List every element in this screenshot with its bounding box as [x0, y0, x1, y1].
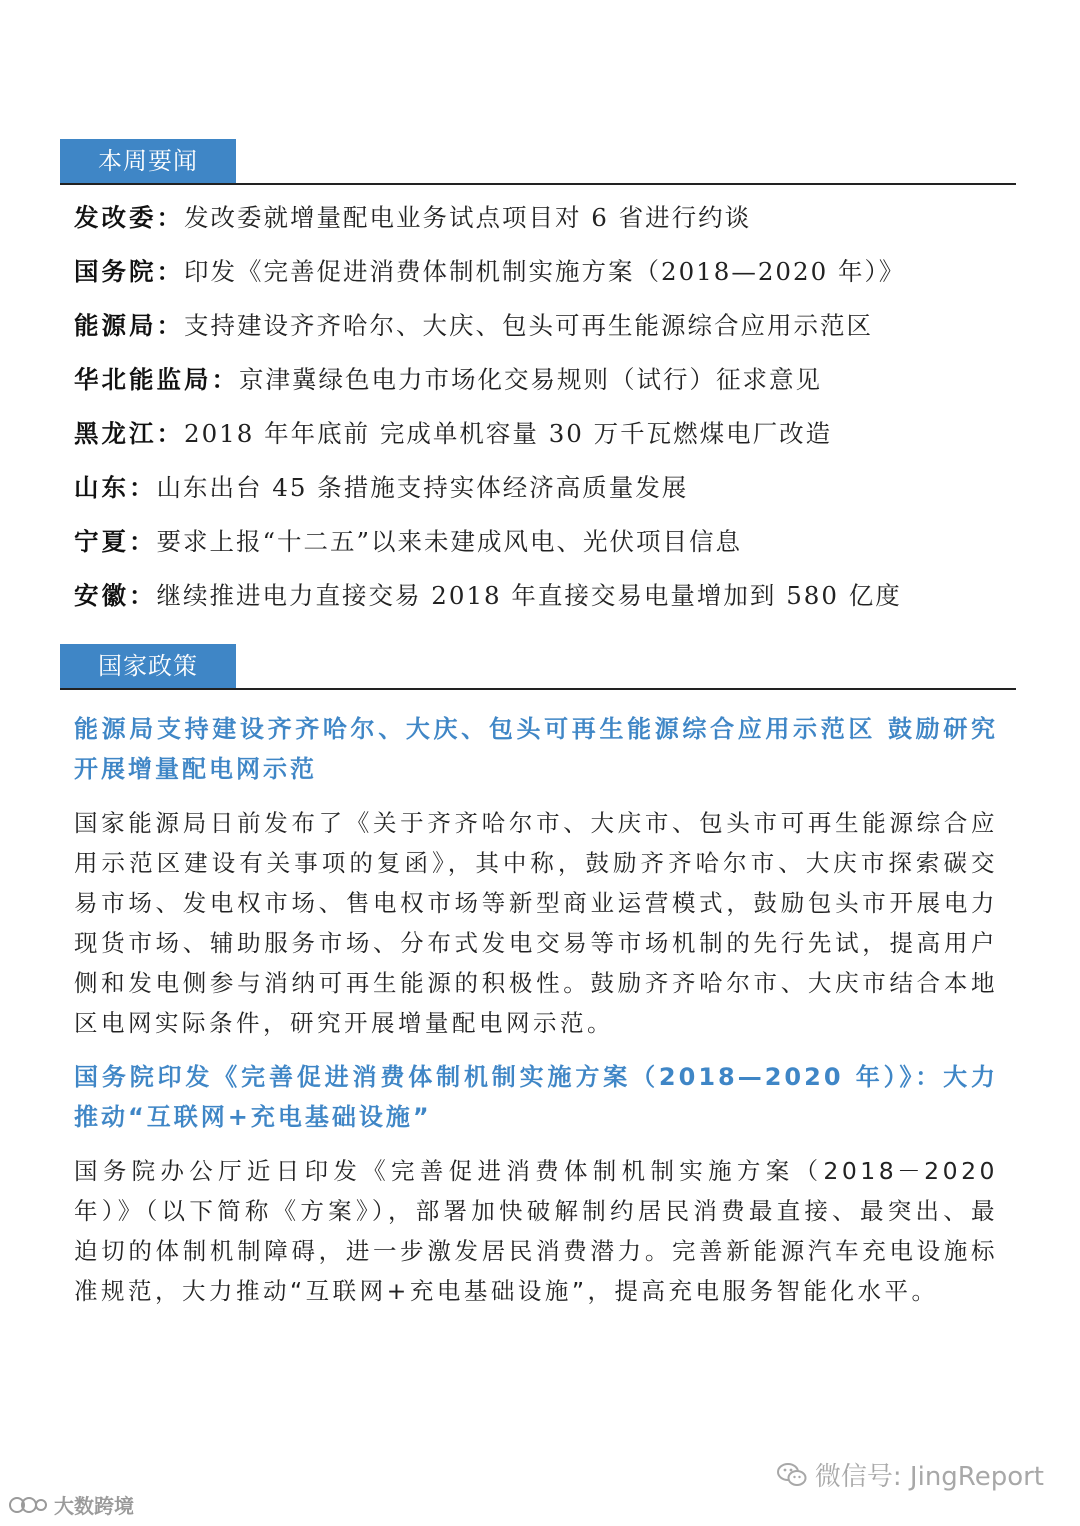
section-tab-weekly: 本周要闻: [60, 139, 236, 183]
section-header-weekly: [60, 139, 1016, 187]
news-item: [74, 355, 1014, 409]
section-tab-policy: 国家政策: [60, 644, 236, 688]
news-source: 黑龙江：: [74, 419, 184, 448]
news-text: 继续推进电力直接交易 2018 年直接交易电量增加到 580 亿度: [156, 581, 902, 610]
news-text: 印发《完善促进消费体制机制实施方案（2018—2020 年）》: [184, 257, 906, 286]
news-list: [74, 193, 1014, 625]
news-item: [74, 517, 1014, 571]
policy-title: 能源局支持建设齐齐哈尔、大庆、包头可再生能源综合应用示范区 鼓励研究开展增量配电网示范: [74, 715, 998, 783]
news-item: [74, 409, 1014, 463]
policy-body: 国家能源局日前发布了《关于齐齐哈尔市、大庆市、包头市可再生能源综合应用示范区建设有关事项的复函》，其中称，鼓励齐齐哈尔市、大庆市探索碳交易市场、发电权市场、售电权市场等新型商业运营模式，鼓励包头市开展电力现货市场、辅助服务市场、分布式发电交易等市场机制的先行先试，提高用户侧和发电侧参与消纳可再生能源的积极性。鼓励齐齐哈尔市、大庆市结合本地区电网实际条件，研究开展增量配电网示范。: [74, 809, 998, 1037]
news-source: 山东：: [74, 473, 157, 502]
wechat-watermark: [777, 1456, 1044, 1493]
corner-logo-text: 大数跨境: [54, 1494, 134, 1518]
policy-article: [74, 1057, 998, 1311]
news-source: 国务院：: [74, 257, 184, 286]
news-source: 华北能监局：: [74, 365, 239, 394]
wechat-icon: [777, 1462, 807, 1488]
policy-title: 国务院印发《完善促进消费体制机制实施方案（2018—2020 年）》：大力推动“互联网+充电基础设施”: [74, 1063, 998, 1131]
section-divider: [60, 183, 1016, 185]
news-source: 能源局：: [74, 311, 184, 340]
news-item: [74, 193, 1014, 247]
watermark-text: 微信号: JingReport: [814, 1462, 1044, 1492]
policy-article: [74, 709, 998, 1043]
news-source: 安徽：: [74, 581, 157, 610]
news-text: 发改委就增量配电业务试点项目对 6 省进行约谈: [184, 203, 752, 232]
news-text: 支持建设齐齐哈尔、大庆、包头可再生能源综合应用示范区: [184, 311, 873, 340]
corner-logo: [8, 1490, 134, 1519]
news-source: 发改委：: [74, 203, 184, 232]
news-item: [74, 301, 1014, 355]
news-item: [74, 247, 1014, 301]
policy-body: 国务院办公厅近日印发《完善促进消费体制机制实施方案（2018－2020年）》（以下简称《方案》），部署加快破解制约居民消费最直接、最突出、最迫切的体制机制障碍，进一步激发居民消费潜力。完善新能源汽车充电设施标准规范，大力推动“互联网+充电基础设施”，提高充电服务智能化水平。: [74, 1157, 998, 1305]
news-text: 山东出台 45 条措施支持实体经济高质量发展: [156, 473, 689, 502]
news-text: 要求上报“十二五”以来未建成风电、光伏项目信息: [156, 527, 743, 556]
news-text: 京津冀绿色电力市场化交易规则（试行）征求意见: [239, 365, 822, 394]
news-item: [74, 571, 1014, 625]
logo-icon: [8, 1494, 48, 1516]
news-source: 宁夏：: [74, 527, 157, 556]
section-divider: [60, 688, 1016, 690]
news-item: [74, 463, 1014, 517]
section-header-policy: [60, 644, 1016, 692]
news-text: 2018 年年底前 完成单机容量 30 万千瓦燃煤电厂改造: [184, 419, 833, 448]
